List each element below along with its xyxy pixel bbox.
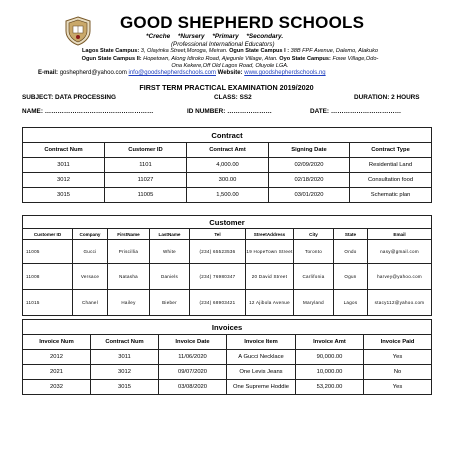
customer-table	[22, 215, 432, 316]
column-header: Contract Amt	[187, 143, 269, 158]
table-cell: 20 David Street	[246, 264, 294, 290]
table-cell: Maryland	[294, 290, 334, 316]
table-cell: (234) 68903421	[190, 290, 246, 316]
column-header: Contract Num	[91, 335, 159, 350]
invoice-header-row	[23, 335, 432, 350]
table-cell: nasy@gmail.com	[368, 240, 432, 264]
ogun-campus2-address: Hopetown, Along Idiroko Road, Ajegunle Village, Atan.	[143, 55, 278, 62]
table-cell: Hailey	[108, 290, 150, 316]
lagos-campus-label: Lagos State Campus:	[82, 48, 140, 54]
column-header: Invoice Item	[227, 335, 296, 350]
column-header: LastName	[150, 229, 190, 240]
lagos-campus-address: 3, Olayinka Street,Moroga, Meiran.	[140, 48, 228, 54]
table-row	[23, 380, 432, 395]
table-cell: (234) 76980347	[190, 264, 246, 290]
column-header: Invoice Amt	[296, 335, 364, 350]
table-cell: 3011	[23, 158, 105, 173]
table-cell: 1,500.00	[187, 188, 269, 203]
table-cell: 11005	[105, 188, 187, 203]
ogun-campus1-label: Ogun State Campus I :	[229, 48, 290, 54]
column-header: State	[334, 229, 368, 240]
table-cell: 03/08/2020	[159, 380, 227, 395]
table-cell: 19 HopeTown Street	[246, 240, 294, 264]
table-cell: 02/09/2020	[269, 158, 350, 173]
column-header: Invoice Num	[23, 335, 91, 350]
table-cell: 11027	[105, 173, 187, 188]
table-cell: 02/18/2020	[269, 173, 350, 188]
table-cell: Carlifonia	[294, 264, 334, 290]
table-cell: 11015	[23, 290, 73, 316]
table-row	[23, 158, 432, 173]
table-cell: 53,200.00	[296, 380, 364, 395]
table-cell: 300.00	[187, 173, 269, 188]
column-header: City	[294, 229, 334, 240]
table-cell: 3012	[91, 365, 159, 380]
table-cell: Priscillia	[108, 240, 150, 264]
column-header: Email	[368, 229, 432, 240]
table-row	[23, 290, 432, 316]
invoice-table-caption: Invoices	[23, 320, 432, 335]
table-row	[23, 173, 432, 188]
oyo-campus-label: Oyo State Campus:	[279, 55, 331, 62]
subject-label: SUBJECT: DATA PROCESSING	[22, 94, 116, 101]
table-cell: A Gucci Necklace	[227, 350, 296, 365]
column-header: Invoice Paid	[364, 335, 432, 350]
table-cell: 3015	[23, 188, 105, 203]
table-cell: stacy112@yahoo.com	[368, 290, 432, 316]
table-cell: Schematic plan	[350, 188, 432, 203]
table-cell: 09/07/2020	[159, 365, 227, 380]
column-header: Tel	[190, 229, 246, 240]
ogun-campus1-address: 38B FPF Avenue, Dalemo, Alakuko	[290, 48, 378, 54]
name-field-line: NAME: ……………………………………………	[22, 108, 154, 115]
school-crest-logo	[63, 16, 93, 46]
school-tagline: (Professional International Educators)	[171, 41, 275, 48]
table-cell: Ogun	[334, 264, 368, 290]
column-header: Contract Num	[23, 143, 105, 158]
column-header: Customer ID	[105, 143, 187, 158]
table-cell: harvey@yahoo.com	[368, 264, 432, 290]
column-header: FirstName	[108, 229, 150, 240]
table-cell: Yes	[364, 350, 432, 365]
customer-table-caption: Customer	[23, 216, 432, 229]
website-link[interactable]: www.goodshepherdschools.ng	[244, 70, 326, 76]
table-cell: 3011	[91, 350, 159, 365]
table-cell: Yes	[364, 380, 432, 395]
table-cell: (234) 65523536	[190, 240, 246, 264]
table-cell: 3015	[91, 380, 159, 395]
contract-header-row	[23, 143, 432, 158]
address-line-2	[30, 56, 430, 64]
table-cell: Ondo	[334, 240, 368, 264]
table-cell: 10,000.00	[296, 365, 364, 380]
school-motto: *Creche *Nursery *Primary *Secondary.	[146, 33, 284, 40]
column-header: Company	[73, 229, 108, 240]
invoice-table	[22, 319, 432, 395]
table-row	[23, 240, 432, 264]
table-cell: 2021	[23, 365, 91, 380]
table-row	[23, 264, 432, 290]
table-cell: Toronto	[294, 240, 334, 264]
table-cell: Bieber	[150, 290, 190, 316]
duration-label: DURATION: 2 HOURS	[354, 94, 420, 101]
table-cell: 11005	[23, 240, 73, 264]
table-row	[23, 365, 432, 380]
email-2-link[interactable]: info@goodshepherdschools.com	[128, 70, 216, 76]
table-cell: Natasha	[108, 264, 150, 290]
table-cell: 03/01/2020	[269, 188, 350, 203]
table-row	[23, 188, 432, 203]
contact-line	[38, 70, 326, 76]
table-cell: 90,000.00	[296, 350, 364, 365]
table-cell: 11/06/2020	[159, 350, 227, 365]
class-label: CLASS: SS2	[214, 94, 252, 101]
table-cell: 4,000.00	[187, 158, 269, 173]
table-cell: 2012	[23, 350, 91, 365]
ogun-campus2-label: Ogun State Campus II:	[81, 55, 142, 62]
oyo-campus-address: Fowe Village,Odo-	[332, 55, 379, 62]
table-cell: Lagos	[334, 290, 368, 316]
table-cell: White	[150, 240, 190, 264]
column-header: Signing Date	[269, 143, 350, 158]
column-header: Invoice Date	[159, 335, 227, 350]
table-row	[23, 350, 432, 365]
table-cell: Consultation food	[350, 173, 432, 188]
table-cell: 12 Ajibola Avenue	[246, 290, 294, 316]
table-cell: Daniels	[150, 264, 190, 290]
table-cell: One Levis Jeans	[227, 365, 296, 380]
date-field-line: DATE: ……………………………	[310, 108, 402, 115]
column-header: Contract Type	[350, 143, 432, 158]
email-label: E-mail:	[38, 70, 59, 76]
table-cell: Gucci	[73, 240, 108, 264]
address-line-1	[30, 48, 430, 56]
website-label: Website:	[217, 70, 243, 76]
id-number-field-line: ID NUMBER: …………………	[187, 108, 272, 115]
table-cell: One Supreme Hoddie	[227, 380, 296, 395]
table-cell: 3012	[23, 173, 105, 188]
email-1: goshepherd@yahoo.com	[59, 70, 127, 76]
table-cell: Residential Land	[350, 158, 432, 173]
table-cell: No	[364, 365, 432, 380]
exam-title: FIRST TERM PRACTICAL EXAMINATION 2019/2020	[139, 83, 314, 92]
table-cell: Versace	[73, 264, 108, 290]
customer-header-row	[23, 229, 432, 240]
table-cell: Chanel	[73, 290, 108, 316]
column-header: Customer ID	[23, 229, 73, 240]
contract-table-caption: Contract	[23, 128, 432, 143]
table-cell: 2032	[23, 380, 91, 395]
table-cell: 1101	[105, 158, 187, 173]
school-name: GOOD SHEPHERD SCHOOLS	[120, 13, 365, 32]
contract-table	[22, 127, 432, 203]
address-line-3: Ona Kekere,Off Old Lagos Road, Oluyole LGA.	[171, 63, 289, 69]
table-cell: 11008	[23, 264, 73, 290]
column-header: StreetAddress	[246, 229, 294, 240]
